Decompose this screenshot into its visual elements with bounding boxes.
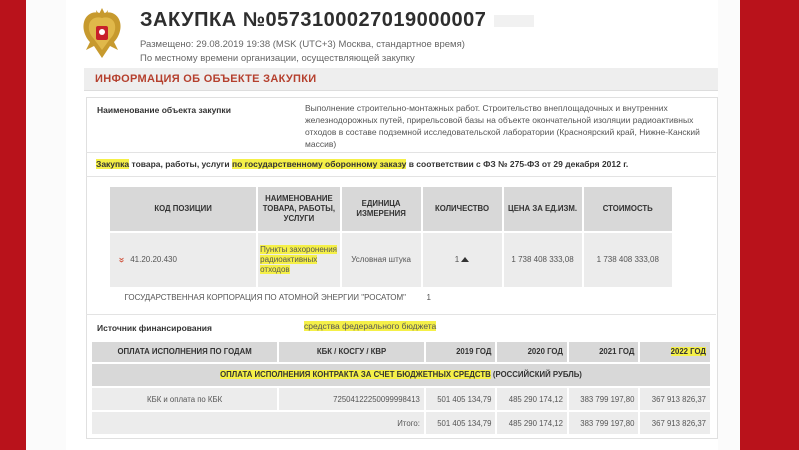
column-header: 2021 ГОД <box>568 341 640 363</box>
left-red-border <box>0 0 26 450</box>
divider <box>86 152 716 153</box>
section-header: ИНФОРМАЦИЯ ОБ ОБЪЕКТЕ ЗАКУПКИ <box>84 68 718 91</box>
payments-subheader: ОПЛАТА ИСПОЛНЕНИЯ КОНТРАКТА ЗА СЧЕТ БЮДЖЕТНЫХ СРЕДСТВ (РОССИЙСКИЙ РУБЛЬ) <box>91 363 711 387</box>
funding-value: средства федерального бюджета <box>304 321 437 331</box>
divider <box>86 176 716 177</box>
object-value: Выполнение строительно-монтажных работ. Строительство внеплощадочных и внутренних железнодорожных путей, прирельсовой базы на объекте окончательной изоляции радиоактивных отходов в составе подземной исследовательской лаборатории (Красноярский край, Нижне-Канский массив) <box>305 103 700 149</box>
column-header: КОД ПОЗИЦИИ <box>109 186 257 232</box>
customer-name: ГОСУДАРСТВЕННАЯ КОРПОРАЦИЯ ПО АТОМНОЙ ЭНЕРГИИ "РОСАТОМ" <box>109 288 422 308</box>
position-price-cell: 1 738 408 333,08 <box>503 232 583 288</box>
position-qty-cell: 1 <box>422 232 503 288</box>
column-header: ЦЕНА ЗА ЕД.ИЗМ. <box>503 186 583 232</box>
column-header: КОЛИЧЕСТВО <box>422 186 503 232</box>
column-header: ОПЛАТА ИСПОЛНЕНИЯ ПО ГОДАМ <box>91 341 278 363</box>
funding-label: Источник финансирования <box>97 323 212 333</box>
sort-up-icon[interactable] <box>461 257 469 262</box>
left-margin <box>26 0 66 450</box>
position-name-cell: Пункты захоронения радиоактивных отходов <box>257 232 341 288</box>
position-code-cell: » 41.20.20.430 <box>109 232 257 288</box>
position-cost-cell: 1 738 408 333,08 <box>583 232 673 288</box>
total-row: Итого: 501 405 134,79 485 290 174,12 383 799 197,80 367 913 826,37 <box>91 411 711 435</box>
purchase-page <box>66 0 718 450</box>
divider <box>86 314 716 315</box>
total-label: Итого: <box>91 411 425 435</box>
position-unit-cell: Условная штука <box>341 232 422 288</box>
column-header: 2020 ГОД <box>496 341 568 363</box>
table-row: КБК и оплата по КБК 72504122250099998413 501 405 134,79 485 290 174,12 383 799 197,80 367 913 826,37 <box>91 387 711 411</box>
column-header: 2022 ГОД <box>639 341 711 363</box>
customer-row <box>109 288 673 308</box>
payments-subheader-row <box>91 363 711 387</box>
posted-note: По местному времени организации, осуществляющей закупку <box>140 53 415 64</box>
object-label: Наименование объекта закупки <box>97 105 231 115</box>
table-row[interactable] <box>109 232 673 288</box>
column-header: СТОИМОСТЬ <box>583 186 673 232</box>
right-red-border <box>740 0 799 450</box>
coat-of-arms-icon <box>76 6 128 62</box>
posted-date: Размещено: 29.08.2019 19:38 (MSK (UTC+3) Москва, стандартное время) <box>140 39 465 50</box>
expand-chevron-icon[interactable]: » <box>115 257 127 263</box>
customer-qty: 1 <box>422 288 503 308</box>
column-header: КБК / КОСГУ / КВР <box>278 341 425 363</box>
positions-header-row <box>109 186 673 232</box>
payments-header-row <box>91 341 711 363</box>
column-header: ЕДИНИЦА ИЗМЕРЕНИЯ <box>341 186 422 232</box>
right-margin <box>718 0 740 450</box>
page-title: ЗАКУПКА №0573100027019000007 <box>140 9 534 32</box>
positions-table <box>108 185 674 309</box>
payments-table <box>90 340 712 436</box>
column-header: 2019 ГОД <box>425 341 497 363</box>
column-header: НАИМЕНОВАНИЕ ТОВАРА, РАБОТЫ, УСЛУГИ <box>257 186 341 232</box>
defense-order-notice: Закупка товара, работы, услуги по государственному оборонному заказу в соответствии с ФЗ № 275-ФЗ от 29 декабря 2012 г. <box>96 159 629 169</box>
